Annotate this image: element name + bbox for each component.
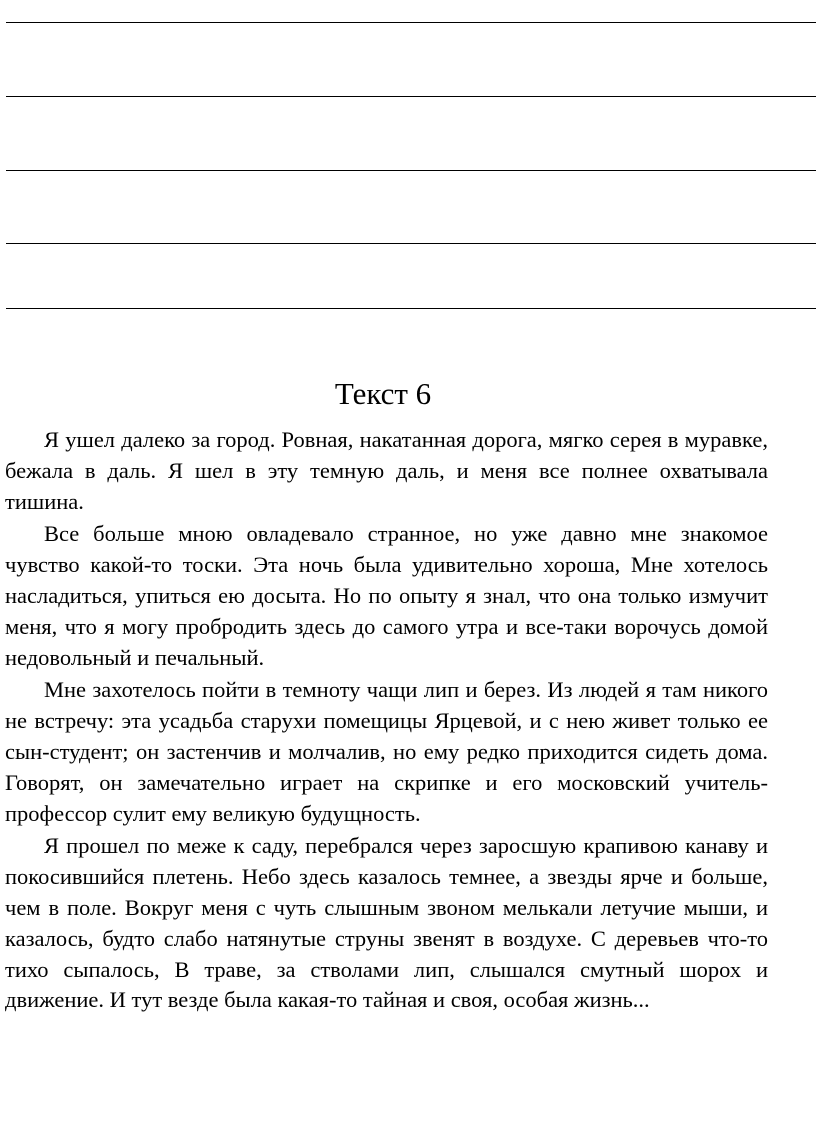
text-body <box>5 425 768 1018</box>
answer-line-1 <box>6 22 816 23</box>
paragraph-1: Я ушел далеко за город. Ровная, накатанная дорога, мягко серея в муравке, бежала в даль. Я шел в эту темную даль, и меня все полнее охватывала тишина. <box>5 427 768 514</box>
paragraph-2: Все больше мною овладевало странное, но уже давно мне знакомое чувство какой-то тоски. Эта ночь была удивительно хороша, Мне хотелось насладиться, упиться ею досыта. Но по опыту я знал, что она только измучит меня, что я могу пробродить здесь до самого утра и все-таки ворочусь домой недовольный и печальный. <box>5 521 768 670</box>
answer-line-4 <box>6 243 816 244</box>
text-title: Текст 6 <box>334 376 432 411</box>
paragraph-4: Я прошел по меже к саду, перебрался через заросшую крапивою канаву и покосившийся плетень. Небо здесь казалось темнее, а звезды ярче и больше, чем в поле. Вокруг меня с чуть слышным звоном мелькали летучие мыши, и казалось, будто слабо натянутые струны звенят в воздухе. С деревьев что-то тихо сыпалось, В траве, за стволами лип, слышался смутный шорох и движение. И тут везде была какая-то тайная и своя, особая жизнь... <box>5 833 768 1013</box>
answer-line-5 <box>6 308 816 309</box>
paragraph-3: Мне захотелось пойти в темноту чащи лип и берез. Из людей я там никого не встречу: эта усадьба старухи помещицы Ярцевой, и с нею живет только ее сын-студент; он застенчив и молчалив, но ему редко приходится сидеть дома. Говорят, он замечательно играет на скрипке и его московский учитель-профессор сулит ему великую будущность. <box>5 677 768 826</box>
answer-line-3 <box>6 170 816 171</box>
answer-line-2 <box>6 96 816 97</box>
